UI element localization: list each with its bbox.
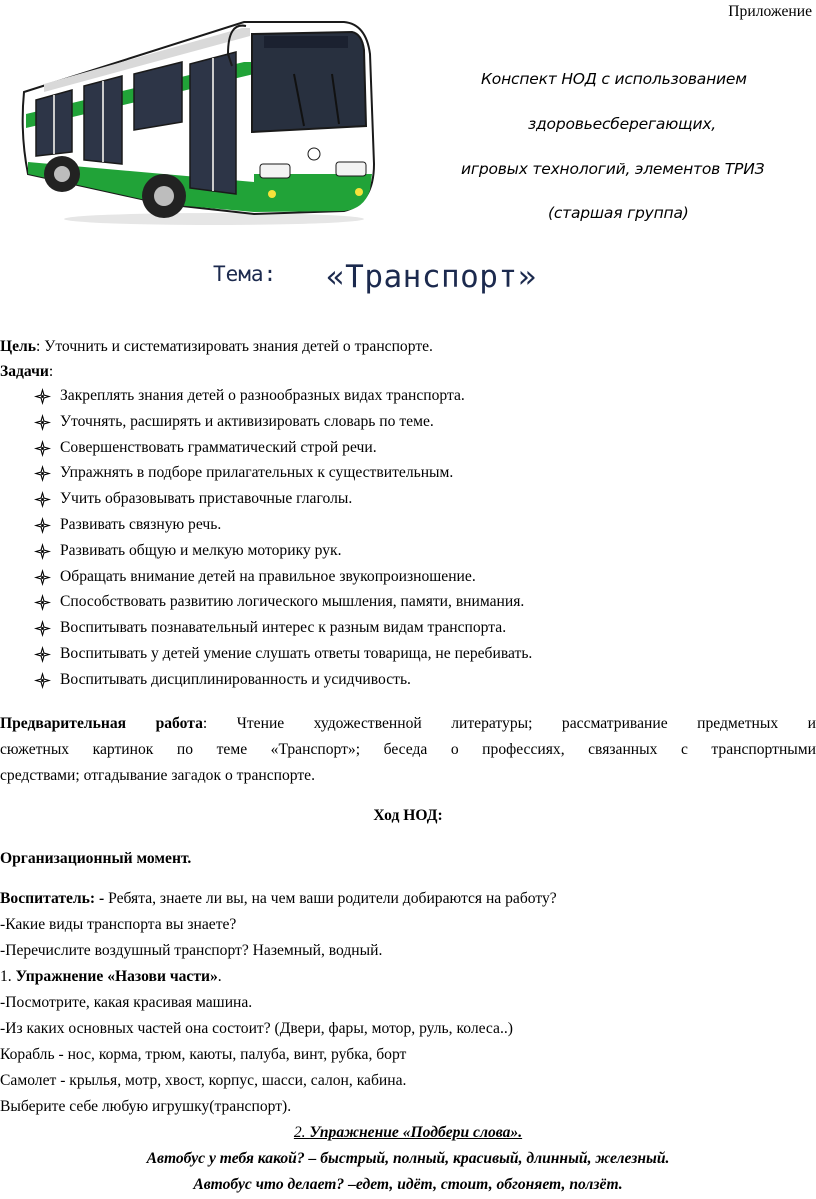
diamond-bullet-icon	[33, 516, 52, 535]
diamond-bullet-icon	[33, 413, 52, 432]
task-text: Закреплять знания детей о разнообразных видах транспорта.	[60, 387, 465, 404]
task-text: Обращать внимание детей на правильное звукопроизношение.	[60, 567, 476, 585]
task-item	[33, 463, 532, 489]
task-item	[33, 386, 532, 412]
prework-line-1	[0, 711, 816, 737]
dialogue-line: Корабль - нос, корма, трюм, каюты, палуба, винт, рубка, борт	[0, 1046, 407, 1063]
exercise-1-title: Упражнение «Назови части»	[15, 968, 218, 985]
exercise-2-title: Упражнение «Подбери слова».	[309, 1124, 523, 1141]
org-moment-heading: Организационный момент.	[0, 850, 192, 867]
task-text: Упражнять в подборе прилагательных к существительным.	[60, 464, 454, 482]
teacher-line	[0, 889, 557, 909]
prework-label: Предварительная работа	[0, 715, 203, 732]
course-heading: Ход НОД:	[373, 807, 443, 824]
tasks-list	[33, 386, 532, 696]
theme-label: Тема:	[213, 262, 277, 286]
prework-text-1: : Чтение художественной литературы; рассматривание предметных и	[202, 715, 816, 732]
dialogue-line: -Перечислите воздушный транспорт? Наземный, водный.	[0, 942, 383, 959]
dialogue-line: -Из каких основных частей она состоит? (Двери, фары, мотор, руль, колеса..)	[0, 1020, 513, 1037]
diamond-bullet-icon	[33, 671, 52, 690]
dialogue-line: Самолет - крылья, мотр, хвост, корпус, шасси, салон, кабина.	[0, 1072, 407, 1089]
exercise-1-end: .	[217, 968, 222, 985]
subtitle-line-2: здоровьесберегающих,	[528, 115, 717, 133]
task-text: Воспитывать дисциплинированность и усидчивость.	[60, 670, 411, 688]
teacher-label: Воспитатель: -	[0, 890, 105, 907]
task-item	[33, 592, 532, 618]
tasks-heading	[0, 362, 53, 382]
diamond-bullet-icon	[33, 387, 52, 406]
appendix-label: Приложение	[728, 3, 812, 20]
prework-paragraph	[0, 711, 816, 789]
diamond-bullet-icon	[33, 568, 52, 587]
task-text: Развивать связную речь.	[60, 515, 222, 533]
task-item	[33, 644, 532, 670]
dialogue-line: Выберите себе любую игрушку(транспорт).	[0, 1098, 292, 1115]
exercise-1-line	[0, 967, 222, 987]
diamond-bullet-icon	[33, 619, 52, 638]
task-item	[33, 567, 532, 593]
diamond-bullet-icon	[33, 464, 52, 483]
diamond-bullet-icon	[33, 439, 52, 458]
prework-line-2: сюжетных картинок по теме «Транспорт»; беседа о профессиях, связанных с транспортными	[0, 741, 816, 758]
task-text: Развивать общую и мелкую моторику рук.	[60, 541, 342, 559]
exercise-1-number: 1.	[0, 968, 16, 985]
task-text: Совершенствовать грамматический строй речи.	[60, 438, 377, 456]
exercise-2-heading	[0, 1123, 816, 1143]
task-item	[33, 670, 532, 696]
task-text: Воспитывать у детей умение слушать ответы товарища, не перебивать.	[60, 644, 533, 662]
diamond-bullet-icon	[33, 593, 52, 612]
tasks-label: Задачи	[0, 363, 49, 380]
subtitle-line-3: игровых технологий, элементов ТРИЗ	[461, 160, 765, 178]
exercise-2-number: 2.	[293, 1124, 310, 1141]
goal-text: : Уточнить и систематизировать знания детей о транспорте.	[36, 338, 433, 355]
task-text: Воспитывать познавательный интерес к разным видам транспорта.	[60, 619, 507, 637]
diamond-bullet-icon	[33, 645, 52, 664]
teacher-text: Ребята, знаете ли вы, на чем ваши родители добираются на работу?	[104, 890, 557, 907]
task-text: Уточнять, расширять и активизировать словарь по теме.	[60, 412, 434, 430]
prework-line-3: средствами; отгадывание загадок о транспорте.	[0, 767, 316, 784]
task-item	[33, 618, 532, 644]
task-item	[33, 489, 532, 515]
bus-illustration	[14, 14, 384, 229]
goal-line	[0, 337, 433, 357]
tasks-suffix: :	[48, 363, 54, 380]
theme-title: «Транспорт»	[326, 259, 537, 295]
dialogue-line: -Посмотрите, какая красивая машина.	[0, 994, 253, 1011]
dialogue-line: -Какие виды транспорта вы знаете?	[0, 916, 237, 933]
subtitle-line-4: (старшая группа)	[548, 204, 689, 222]
goal-label: Цель	[0, 338, 37, 355]
subtitle-line-1: Конспект НОД с использованием	[481, 70, 747, 88]
task-text: Учить образовывать приставочные глаголы.	[60, 490, 353, 508]
exercise-2-line-1: Автобус у тебя какой? – быстрый, полный, красивый, длинный, железный.	[146, 1150, 670, 1167]
diamond-bullet-icon	[33, 542, 52, 561]
task-item	[33, 515, 532, 541]
task-item	[33, 438, 532, 464]
exercise-2-line-2: Автобус что делает? –едет, идёт, стоит, обгоняет, ползёт.	[193, 1176, 623, 1193]
task-text: Способствовать развитию логического мышления, памяти, внимания.	[60, 593, 525, 611]
diamond-bullet-icon	[33, 490, 52, 509]
task-item	[33, 541, 532, 567]
task-item	[33, 412, 532, 438]
